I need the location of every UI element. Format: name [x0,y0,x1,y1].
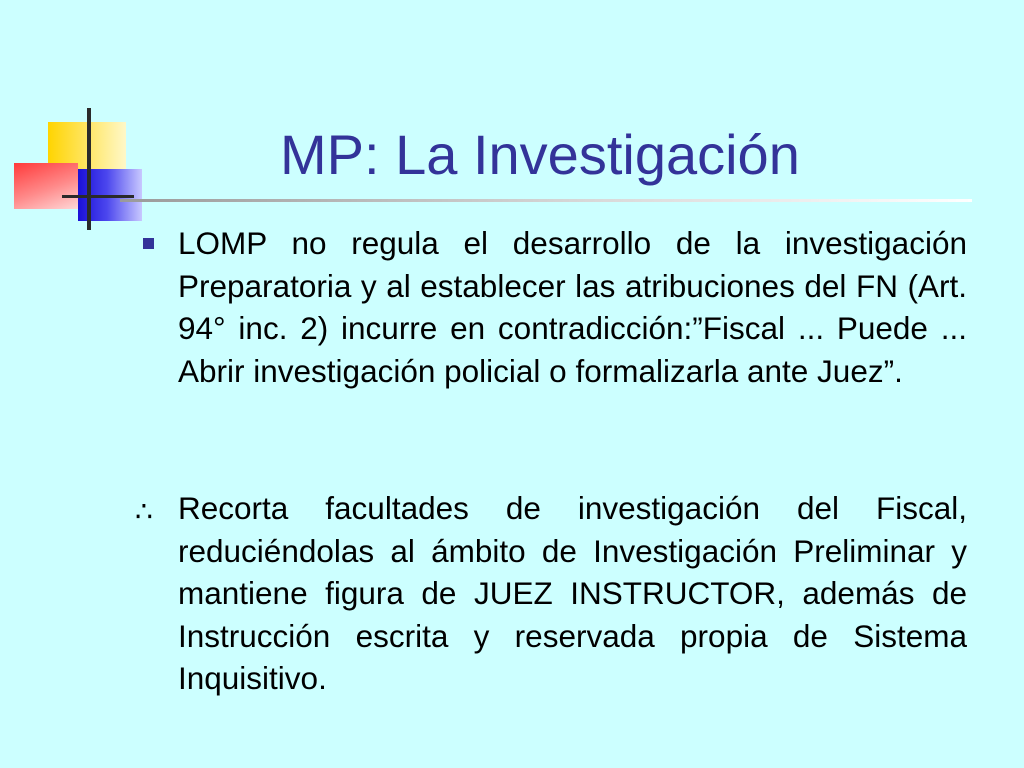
bullet-text-1: LOMP no regula el desarrollo de la investigación Preparatoria y al establecer las atribuciones del FN (Art. 94° inc. 2) incurre en contradicción:”Fiscal ... Puede ... Abrir investigación policial o formalizarla ante Juez”. [178,225,967,389]
therefore-symbol-icon: ∴ [135,495,153,528]
decorative-logo [0,0,160,240]
slide-title: MP: La Investigación [280,123,800,186]
bullet-text-2: Recorta facultades de investigación del Fiscal, reduciéndolas al ámbito de Investigación Preliminar y mantiene figura de JUEZ INSTRUCTOR, además de Instrucción escrita y reservada propia de Sistema Inquisitivo. [178,490,967,697]
logo-vertical-line [87,108,91,230]
logo-red-square [14,163,78,209]
logo-horizontal-line [62,195,134,198]
bullet-square-icon [143,238,154,249]
title-underline [120,199,972,202]
